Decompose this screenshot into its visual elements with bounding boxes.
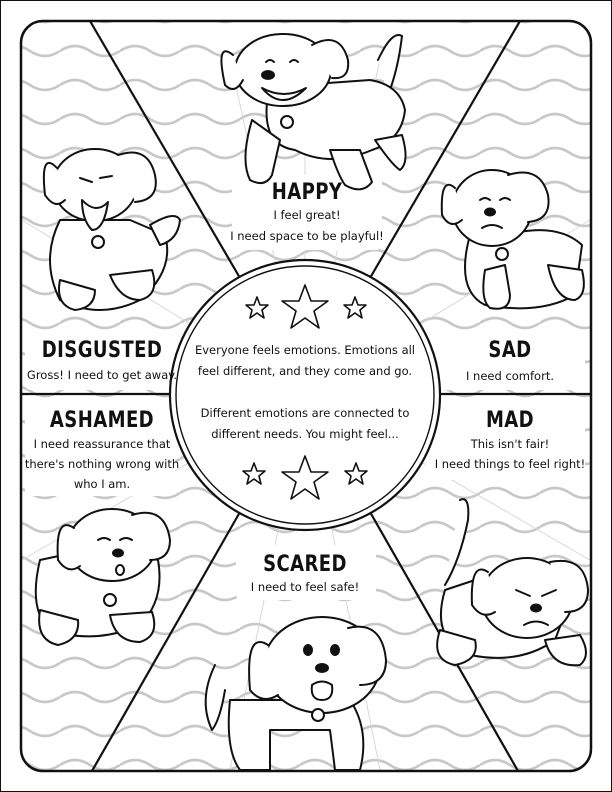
ashamed-title: ASHAMED <box>49 408 155 433</box>
center-text-line-1: Everyone feels emotions. Emotions all <box>194 343 416 357</box>
scared-line-1: I need to feel safe! <box>250 580 360 594</box>
ashamed-line-1: I need reassurance that <box>33 437 171 451</box>
sad-line-1: I need comfort. <box>466 369 554 383</box>
scared-title: SCARED <box>263 552 347 577</box>
mad-title: MAD <box>485 408 535 433</box>
center-text-line-2: feel different, and they come and go. <box>197 364 413 378</box>
happy-title: HAPPY <box>271 180 343 205</box>
mad-line-2: I need things to feel right! <box>434 457 586 471</box>
sad-title: SAD <box>488 338 532 363</box>
disgusted-title: DISGUSTED <box>41 338 163 363</box>
disgusted-line-1: Gross! I need to get away. <box>26 368 178 382</box>
happy-line-1: I feel great! <box>273 208 341 222</box>
ashamed-line-3: who I am. <box>73 477 131 491</box>
center-text-line-4: different needs. You might feel... <box>211 427 399 441</box>
mad-line-1: This isn't fair! <box>470 437 550 451</box>
ashamed-line-2: there's nothing wrong with <box>24 457 180 471</box>
center-text-line-3: Different emotions are connected to <box>200 406 410 420</box>
happy-line-2: I need space to be playful! <box>230 229 384 243</box>
